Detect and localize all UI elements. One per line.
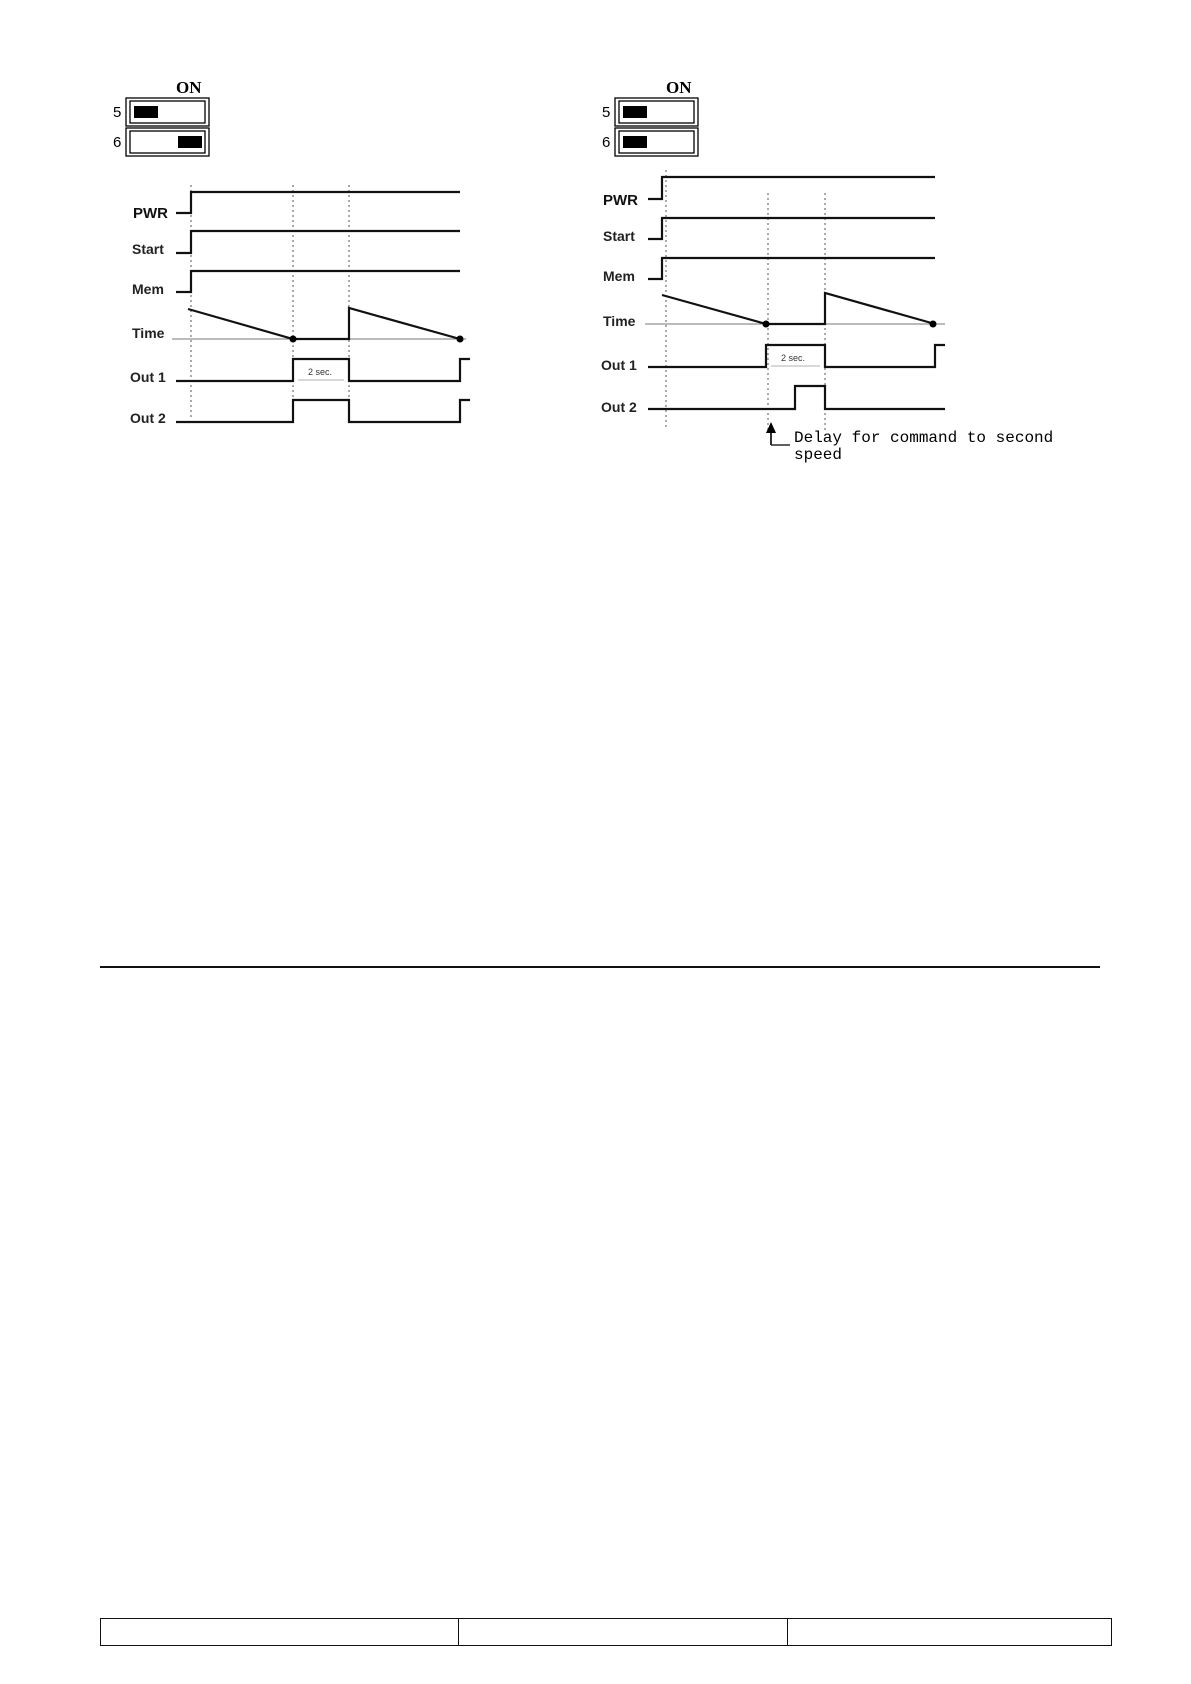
pulse-duration-label: 2 sec. bbox=[308, 367, 333, 377]
switch-on-label: ON bbox=[666, 78, 692, 97]
dip-switch-6-lever bbox=[623, 136, 647, 148]
switch-number-5: 5 bbox=[113, 104, 122, 121]
wave-pwr bbox=[176, 192, 460, 213]
signal-label-time: Time bbox=[603, 313, 636, 329]
wave-time bbox=[662, 293, 935, 324]
footer-cell-3 bbox=[788, 1619, 1112, 1646]
signal-label-out1: Out 1 bbox=[130, 369, 166, 385]
dip-switch-5-lever bbox=[623, 106, 647, 118]
switch-number-5: 5 bbox=[602, 104, 611, 121]
signal-label-out2: Out 2 bbox=[601, 399, 637, 415]
pulse-duration-label: 2 sec. bbox=[781, 353, 806, 363]
wave-pwr bbox=[648, 177, 935, 199]
signal-label-pwr: PWR bbox=[133, 205, 168, 222]
wave-mem bbox=[176, 271, 460, 292]
wave-start bbox=[176, 231, 460, 253]
wave-out2 bbox=[176, 400, 470, 422]
timing-diagram-right bbox=[560, 0, 1120, 480]
signal-label-out2: Out 2 bbox=[130, 410, 166, 426]
signal-label-mem: Mem bbox=[603, 268, 635, 284]
signal-label-mem: Mem bbox=[132, 281, 164, 297]
timing-diagram-left bbox=[0, 0, 560, 480]
delay-note-line2: speed bbox=[794, 446, 843, 464]
signal-label-time: Time bbox=[132, 325, 165, 341]
switch-on-label: ON bbox=[176, 78, 202, 97]
signal-label-out1: Out 1 bbox=[601, 357, 637, 373]
signal-label-start: Start bbox=[603, 228, 635, 244]
wave-start bbox=[648, 218, 935, 239]
section-divider bbox=[100, 966, 1100, 968]
wave-time bbox=[188, 308, 460, 339]
footer-table bbox=[100, 1618, 1112, 1646]
footer-cell-2 bbox=[459, 1619, 788, 1646]
footer-cell-1 bbox=[101, 1619, 459, 1646]
signal-label-start: Start bbox=[132, 241, 164, 257]
delay-note-line1: Delay for command to second bbox=[794, 429, 1054, 447]
switch-number-6: 6 bbox=[113, 134, 122, 151]
dip-switch-6-lever bbox=[178, 136, 202, 148]
dip-switch-5-lever bbox=[134, 106, 158, 118]
switch-number-6: 6 bbox=[602, 134, 611, 151]
wave-out2 bbox=[648, 386, 945, 409]
signal-label-pwr: PWR bbox=[603, 192, 638, 209]
wave-mem bbox=[648, 258, 935, 279]
